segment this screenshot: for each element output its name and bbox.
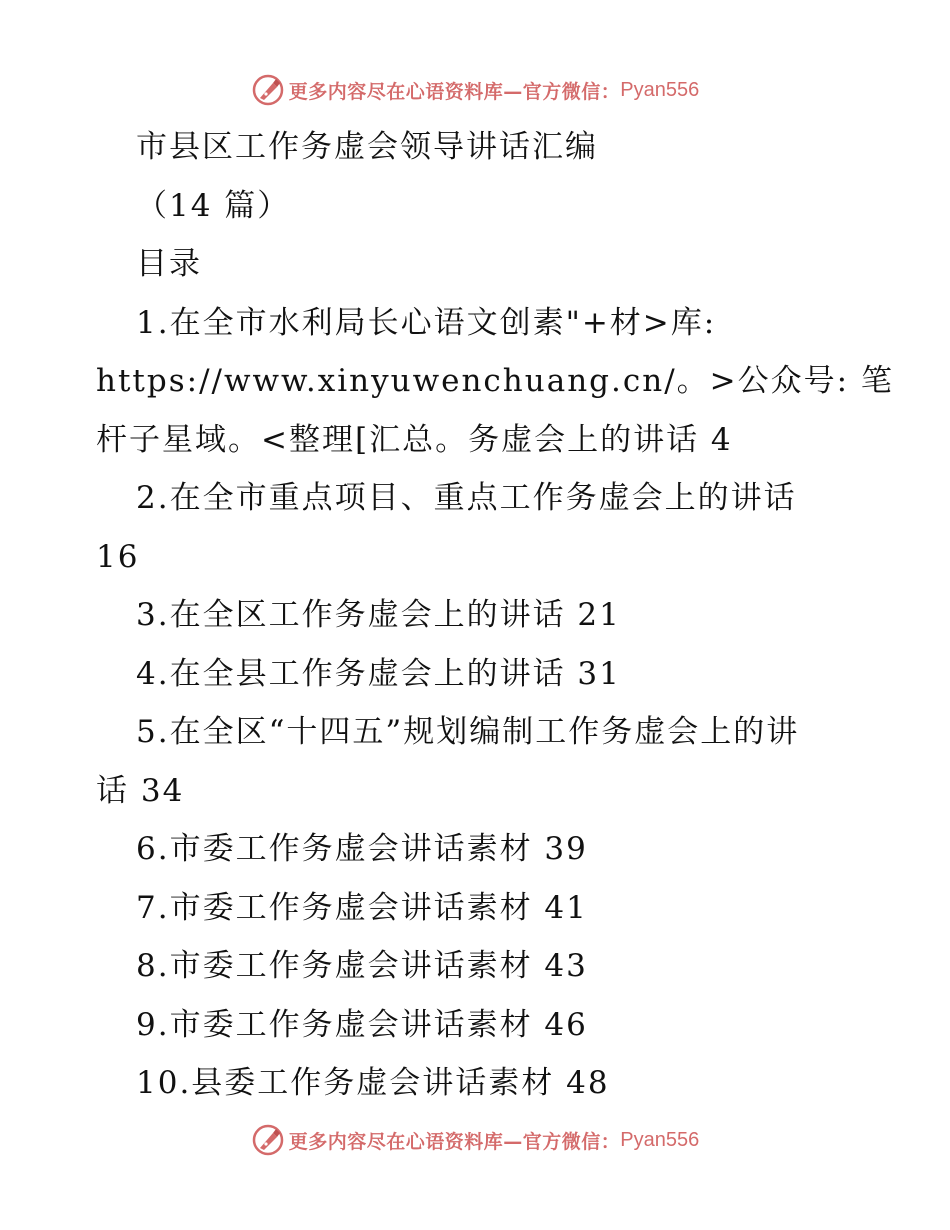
toc-line: 5.在全区“十四五”规划编制工作务虚会上的讲 <box>136 714 800 750</box>
toc-line: https://www.xinyuwenchuang.cn/。>公众号: 笔 <box>96 363 894 399</box>
toc-line: 4.在全县工作务虚会上的讲话 31 <box>136 655 621 692</box>
toc-line: 杆子星域。<整理[汇总。务虚会上的讲话 4 <box>96 421 733 458</box>
toc-line: 8.市委工作务虚会讲话素材 43 <box>136 948 588 984</box>
toc-line: 6.市委工作务虚会讲话素材 39 <box>136 831 588 867</box>
document-count: （14 篇） <box>136 187 291 224</box>
watermark-text: 更多内容尽在心语资料库—官方微信： <box>288 80 621 103</box>
toc-line: 3.在全区工作务虚会上的讲话 21 <box>136 597 621 633</box>
toc-line: 9.市委工作务虚会讲话素材 46 <box>136 1006 588 1043</box>
watermark-text: 更多内容尽在心语资料库—官方微信： <box>288 1130 621 1153</box>
toc-line: 7.市委工作务虚会讲话素材 41 <box>136 889 588 926</box>
table-of-contents <box>96 294 894 1113</box>
watermark-wechat-id: Pyan556 <box>620 78 700 101</box>
document-title: 市县区工作务虚会领导讲话汇编 <box>136 129 598 165</box>
toc-line: 话 34 <box>96 772 185 809</box>
toc-line: 16 <box>96 538 140 575</box>
watermark-wechat-id: Pyan556 <box>620 1128 700 1151</box>
toc-line: 10.县委工作务虚会讲话素材 48 <box>136 1065 610 1101</box>
toc-line: 1.在全市水利局长心语文创素"+材>库: <box>136 304 717 341</box>
toc-line: 2.在全市重点项目、重点工作务虚会上的讲话 <box>136 480 797 516</box>
pen-nib-logo-icon <box>251 73 285 107</box>
watermark-header <box>0 70 950 110</box>
toc-heading: 目录 <box>136 246 202 282</box>
pen-nib-logo-icon <box>251 1123 285 1157</box>
document-body <box>96 118 894 1113</box>
watermark-footer <box>0 1120 950 1160</box>
